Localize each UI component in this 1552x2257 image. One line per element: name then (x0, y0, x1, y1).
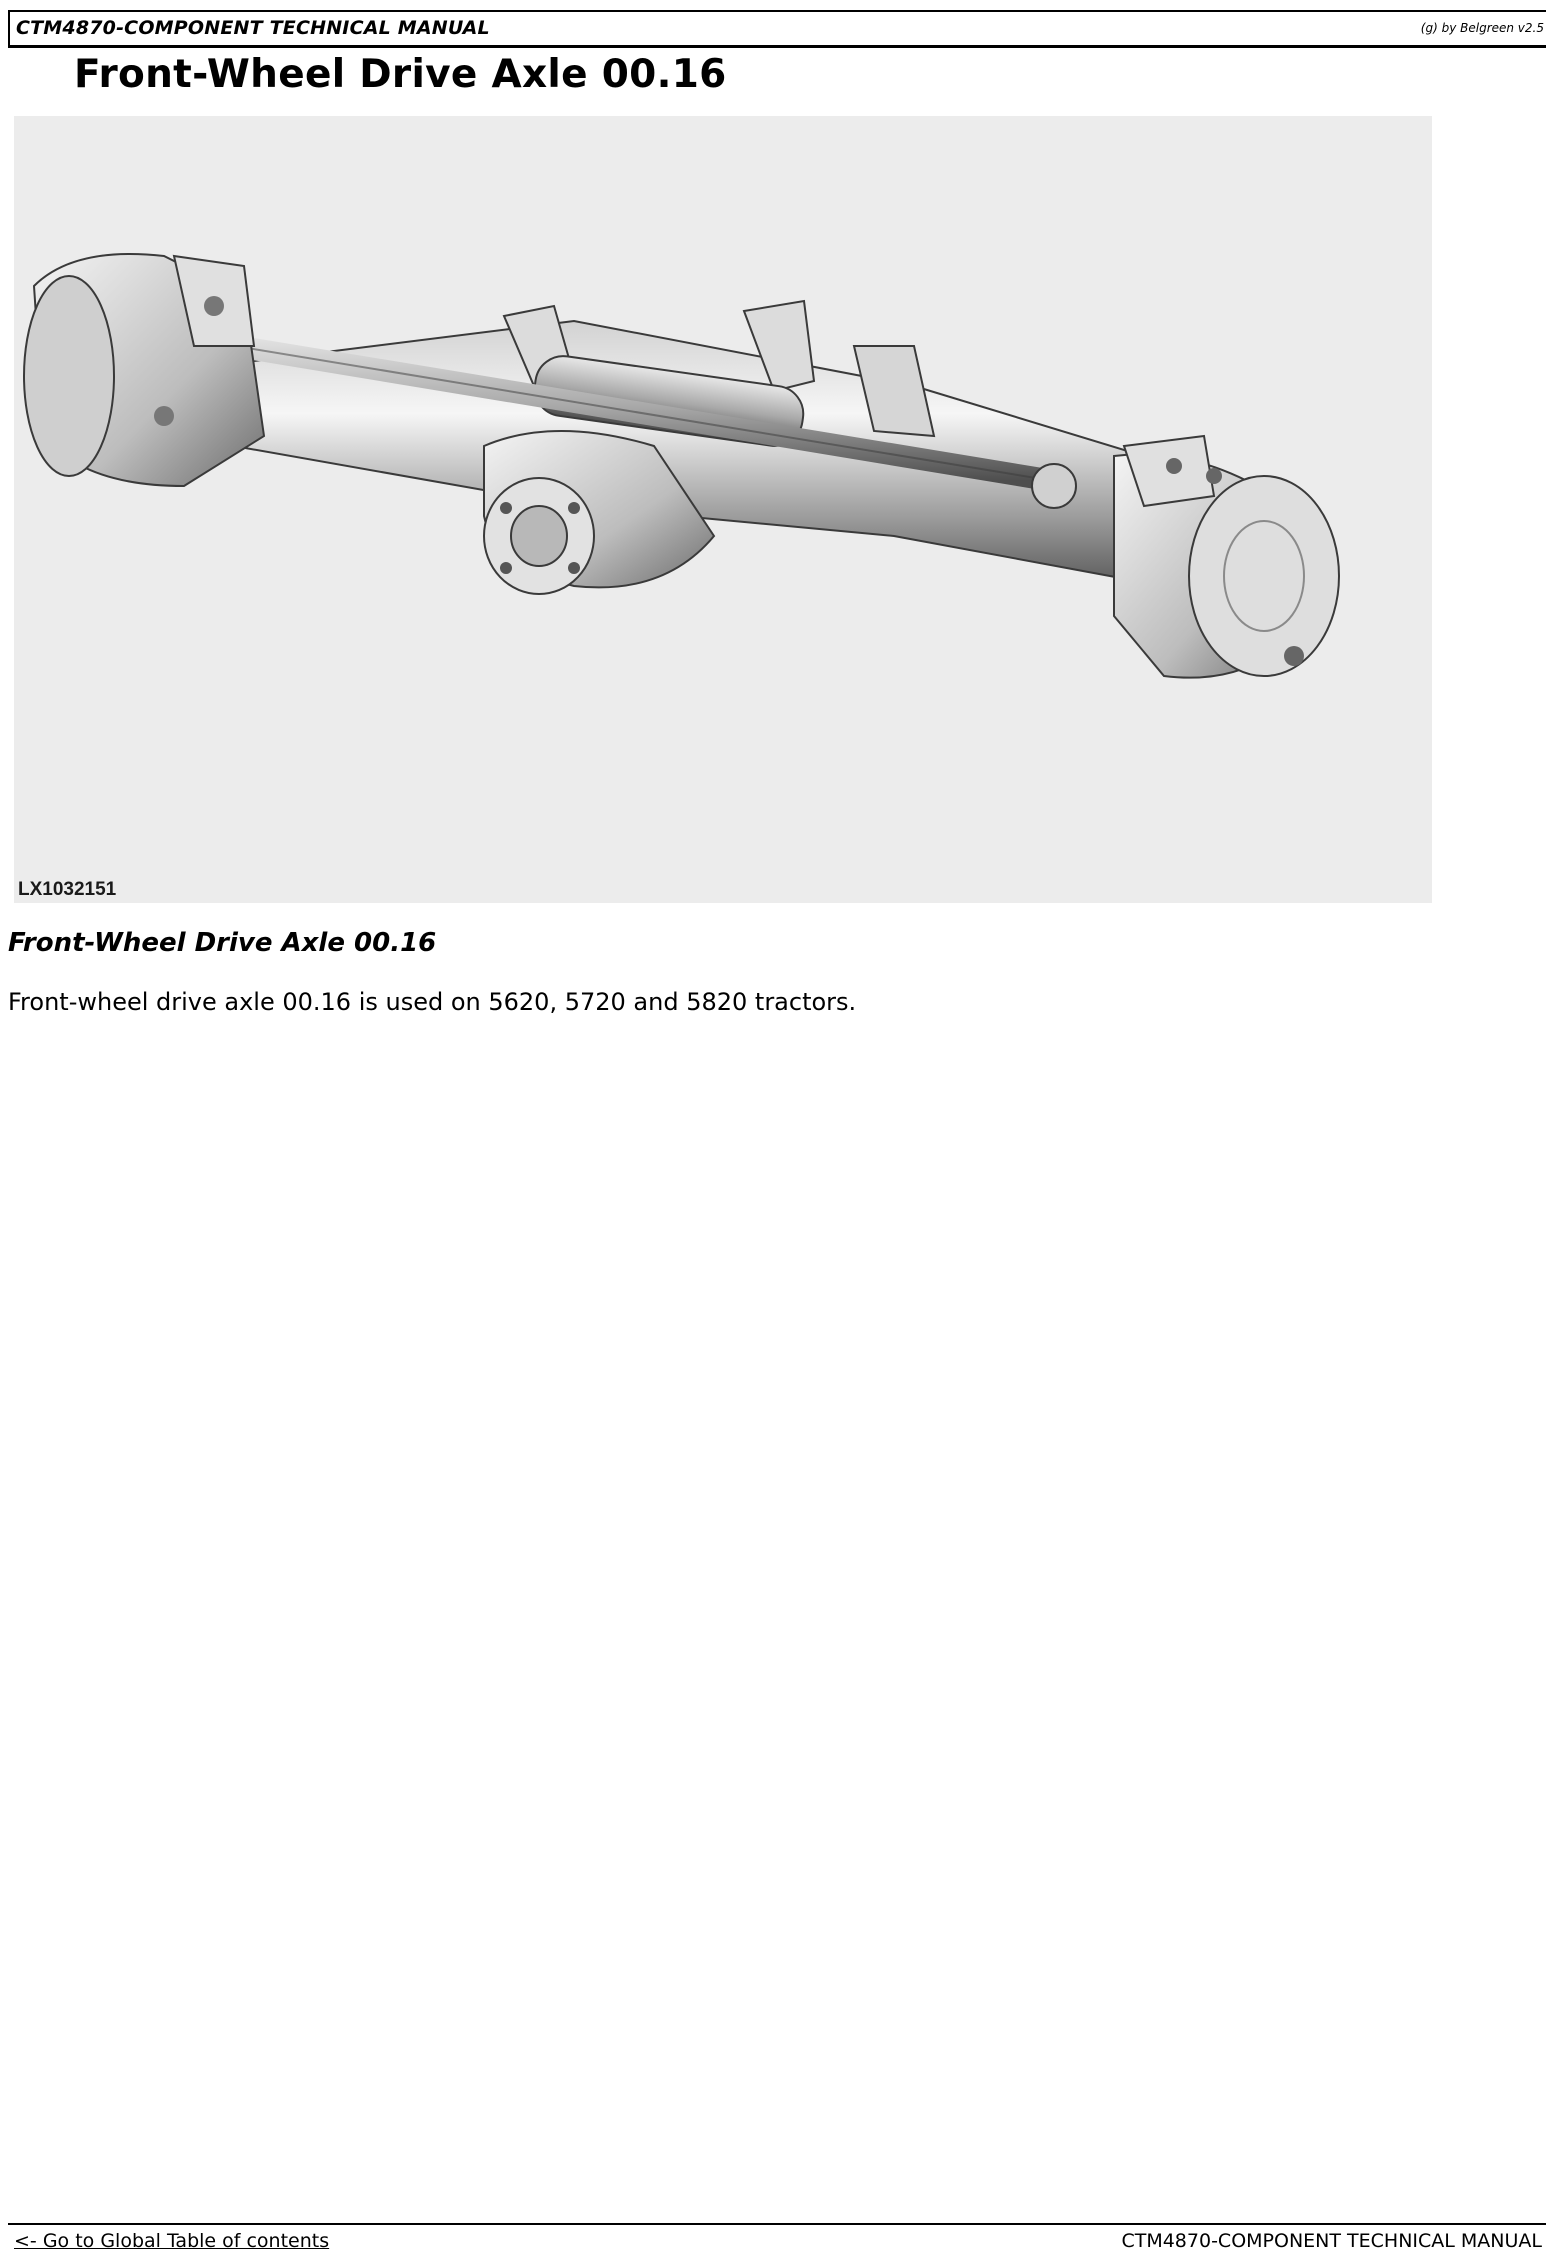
header-manual-title: CTM4870-COMPONENT TECHNICAL MANUAL (16, 17, 490, 39)
page-title: Front-Wheel Drive Axle 00.16 (74, 52, 727, 97)
body-paragraph: Front-wheel drive axle 00.16 is used on 5620, 5720 and 5820 tractors. (8, 988, 857, 1016)
axle-illustration (14, 116, 1432, 903)
axle-figure (14, 116, 1432, 903)
footer-manual-title: CTM4870-COMPONENT TECHNICAL MANUAL (1121, 2230, 1542, 2252)
header-credit: (g) by Belgreen v2.5 (1420, 21, 1544, 35)
footer-rule (8, 2223, 1546, 2225)
global-toc-link[interactable]: <- Go to Global Table of contents (14, 2230, 330, 2252)
figure-caption: Front-Wheel Drive Axle 00.16 (8, 928, 437, 958)
figure-image-id: LX1032151 (18, 879, 117, 900)
